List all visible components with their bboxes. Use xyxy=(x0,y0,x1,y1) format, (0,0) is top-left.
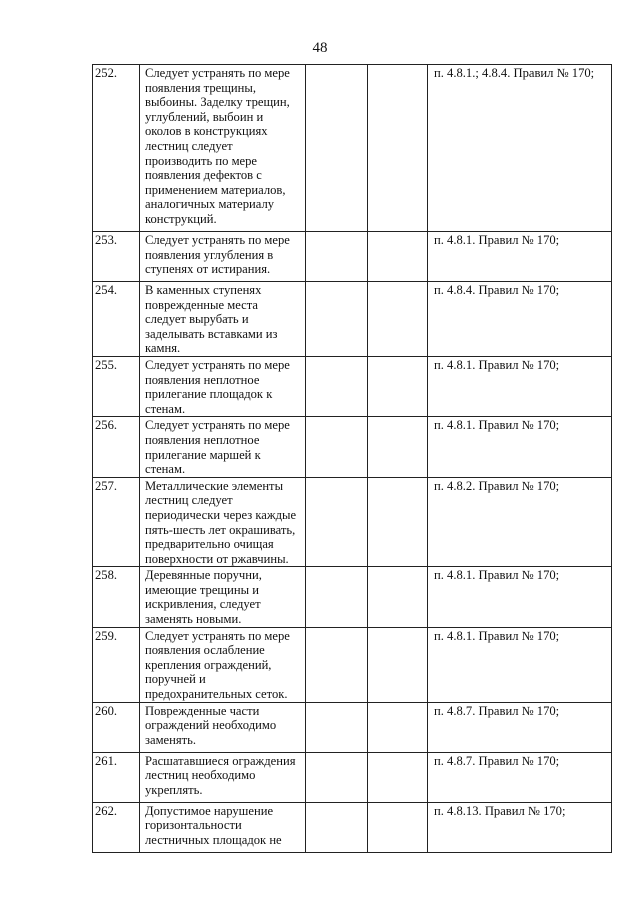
empty-cell xyxy=(306,567,368,627)
requirement-text-line: стенам. xyxy=(145,401,186,416)
requirement-text-line: появления трещины, xyxy=(145,80,256,95)
requirement-text-line: искривления, следует xyxy=(145,597,261,612)
empty-cell xyxy=(306,752,368,802)
requirement-text-line: лестниц следует xyxy=(145,138,233,153)
requirement-text-line: конструкций. xyxy=(145,211,217,226)
empty-cell xyxy=(368,752,428,802)
regulation-reference: п. 4.8.7. Правил № 170; xyxy=(428,752,612,802)
empty-cell xyxy=(306,477,368,567)
requirement-text-line: горизонтальности xyxy=(145,818,242,833)
row-number: 255. xyxy=(93,356,140,416)
requirement-text-line: появления ослабление xyxy=(145,643,265,658)
requirement-text-line: ступенях от истирания. xyxy=(145,262,271,277)
empty-cell xyxy=(306,417,368,477)
regulation-reference: п. 4.8.1. Правил № 170; xyxy=(428,232,612,282)
table-row xyxy=(93,752,612,802)
empty-cell xyxy=(306,627,368,702)
empty-cell xyxy=(368,232,428,282)
requirement-text-line: появления неплотное xyxy=(145,372,260,387)
requirement-text xyxy=(140,567,306,627)
requirement-text-line: производить по мере xyxy=(145,153,258,168)
requirement-text-line: Допустимое нарушение xyxy=(145,803,274,818)
row-number: 253. xyxy=(93,232,140,282)
empty-cell xyxy=(306,356,368,416)
page-number: 48 xyxy=(312,40,328,56)
empty-cell xyxy=(368,567,428,627)
empty-cell xyxy=(368,356,428,416)
requirement-text xyxy=(140,356,306,416)
requirement-text-line: Следует устранять по мере xyxy=(145,66,290,80)
requirement-text xyxy=(140,702,306,752)
requirement-text-line: заменять. xyxy=(145,732,197,747)
empty-cell xyxy=(368,65,428,232)
requirement-text-line: следует вырубать и xyxy=(145,312,249,327)
requirement-text xyxy=(140,627,306,702)
requirement-text-line: Следует устранять по мере xyxy=(145,628,290,643)
requirements-table xyxy=(92,64,612,853)
row-number: 257. xyxy=(93,477,140,567)
empty-cell xyxy=(306,282,368,357)
requirement-text-line: предохранительных сеток. xyxy=(145,687,288,702)
requirement-text-line: предварительно очищая xyxy=(145,537,274,552)
requirement-text-line: Металлические элементы xyxy=(145,478,284,493)
requirement-text xyxy=(140,232,306,282)
requirement-text-line: укреплять. xyxy=(145,782,203,797)
requirement-text-line: Поврежденные части xyxy=(145,703,260,718)
row-number: 259. xyxy=(93,627,140,702)
table-row xyxy=(93,232,612,282)
regulation-reference: п. 4.8.1. Правил № 170; xyxy=(428,417,612,477)
row-number: 254. xyxy=(93,282,140,357)
requirement-text-line: лестничных площадок не xyxy=(145,832,282,847)
table-row xyxy=(93,702,612,752)
requirement-text-line: околов в конструкциях xyxy=(145,124,268,139)
requirement-text-line: стенам. xyxy=(145,462,186,477)
requirement-text xyxy=(140,802,306,852)
requirement-text-line: поврежденные места xyxy=(145,297,258,312)
requirement-text-line: Следует устранять по мере xyxy=(145,418,290,433)
regulation-reference: п. 4.8.1.; 4.8.4. Правил № 170; xyxy=(428,65,612,232)
requirement-text-line: появления углубления в xyxy=(145,247,274,262)
table-row xyxy=(93,477,612,567)
requirement-text-line: прилегание маршей к xyxy=(145,447,261,462)
empty-cell xyxy=(306,232,368,282)
requirement-text-line: Следует устранять по мере xyxy=(145,357,290,372)
requirement-text-line: камня. xyxy=(145,341,181,356)
row-number: 261. xyxy=(93,752,140,802)
requirement-text-line: пять-шесть лет окрашивать, xyxy=(145,522,296,537)
regulation-reference: п. 4.8.4. Правил № 170; xyxy=(428,282,612,357)
empty-cell xyxy=(368,702,428,752)
row-number: 256. xyxy=(93,417,140,477)
table-row xyxy=(93,627,612,702)
table-row xyxy=(93,356,612,416)
empty-cell xyxy=(368,627,428,702)
regulation-reference: п. 4.8.13. Правил № 170; xyxy=(428,802,612,852)
row-number: 258. xyxy=(93,567,140,627)
requirement-text-line: Деревянные поручни, xyxy=(145,568,262,583)
requirement-text-line: применением материалов, xyxy=(145,182,286,197)
empty-cell xyxy=(368,802,428,852)
table-row xyxy=(93,417,612,477)
requirement-text xyxy=(140,417,306,477)
requirement-text-line: поручней и xyxy=(145,672,206,687)
row-number: 260. xyxy=(93,702,140,752)
requirement-text-line: появления дефектов с xyxy=(145,168,262,183)
requirement-text-line: заменять новыми. xyxy=(145,612,242,627)
empty-cell xyxy=(306,702,368,752)
requirement-text-line: Расшатавшиеся ограждения xyxy=(145,753,296,768)
requirement-text-line: поверхности от ржавчины. xyxy=(145,551,289,566)
requirement-text-line: лестниц необходимо xyxy=(145,768,256,783)
requirement-text-line: В каменных ступенях xyxy=(145,283,262,297)
requirement-text-line: имеющие трещины и xyxy=(145,582,259,597)
requirement-text-line: крепления ограждений, xyxy=(145,657,272,672)
requirement-text-line: появления неплотное xyxy=(145,432,260,447)
requirement-text-line: периодически через каждые xyxy=(145,507,297,522)
empty-cell xyxy=(368,417,428,477)
requirement-text-line: Следует устранять по мере xyxy=(145,233,290,247)
regulation-reference: п. 4.8.1. Правил № 170; xyxy=(428,567,612,627)
empty-cell xyxy=(306,65,368,232)
empty-cell xyxy=(306,802,368,852)
requirement-text-line: заделывать вставками из xyxy=(145,326,278,341)
requirement-text xyxy=(140,282,306,357)
regulation-reference: п. 4.8.7. Правил № 170; xyxy=(428,702,612,752)
requirement-text xyxy=(140,752,306,802)
requirement-text-line: выбоины. Заделку трещин, xyxy=(145,95,290,110)
requirement-text xyxy=(140,477,306,567)
empty-cell xyxy=(368,477,428,567)
requirement-text-line: углублений, выбоин и xyxy=(145,109,264,124)
empty-cell xyxy=(368,282,428,357)
table-row xyxy=(93,65,612,232)
table-row xyxy=(93,282,612,357)
requirement-text-line: лестниц следует xyxy=(145,493,233,508)
regulation-reference: п. 4.8.2. Правил № 170; xyxy=(428,477,612,567)
regulation-reference: п. 4.8.1. Правил № 170; xyxy=(428,356,612,416)
requirement-text-line: ограждений необходимо xyxy=(145,718,277,733)
requirement-text-line: прилегание площадок к xyxy=(145,387,273,402)
requirement-text xyxy=(140,65,306,232)
row-number: 262. xyxy=(93,802,140,852)
regulation-reference: п. 4.8.1. Правил № 170; xyxy=(428,627,612,702)
table-row xyxy=(93,567,612,627)
table-row xyxy=(93,802,612,852)
row-number: 252. xyxy=(93,65,140,232)
requirement-text-line: аналогичных материалу xyxy=(145,197,275,212)
